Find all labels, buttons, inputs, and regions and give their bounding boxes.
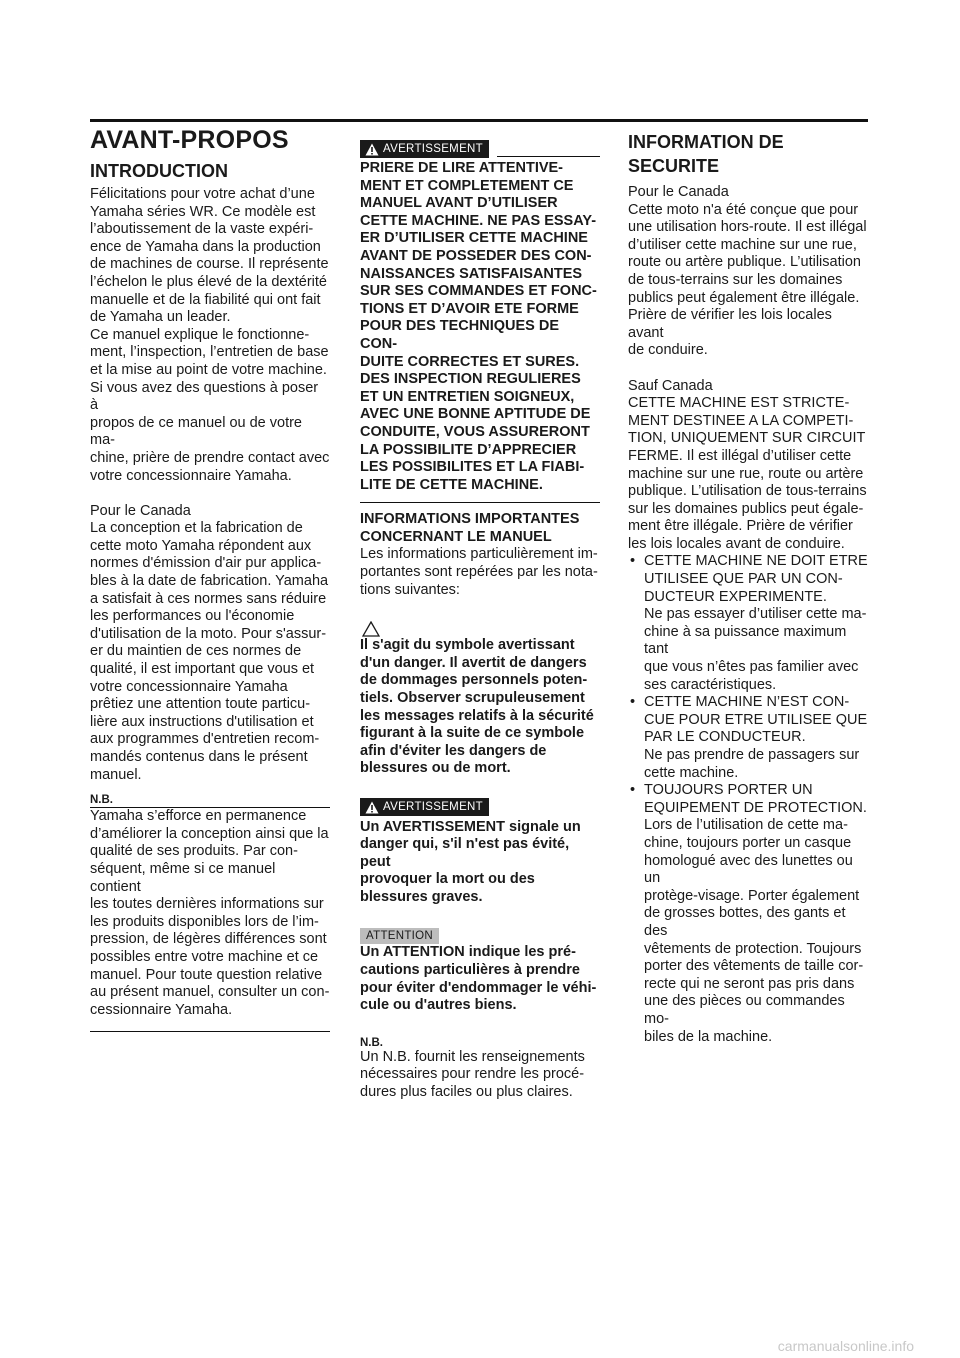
watermark-footer: carmanualsonline.info: [777, 1338, 914, 1354]
warning-header-rule: [497, 156, 600, 157]
list-item: • CETTE MACHINE N’EST CON- CUE POUR ETRE UTILISEE QUE PAR LE CONDUCTEUR. Ne pas prendre de passagers sur cette machine.: [628, 694, 870, 782]
info-text: Les informations particulièrement im- portantes sont repérées par les nota- tions suivantes:: [360, 546, 598, 598]
warning-triangle-icon: [365, 143, 379, 156]
column-warnings: [360, 140, 600, 1102]
warning-text: PRIERE DE LIRE ATTENTIVE- MENT ET COMPLETEMENT CE MANUEL AVANT D’UTILISER CETTE MACHINE. NE PAS ESSAY- ER D’UTILISER CETTE MACHINE AVANT DE POSSEDER DES CON- NAISSANCES SATISFAISANTES SUR SES COMMANDES ET FONC- TIONS ET D’AVOIR ETE FORME POUR DES TECHNIQUES DE CON- DUITE CORRECTES ET SURES. DES INSPECTION REGULIERES ET UN ENTRETIEN SOIGNEUX, AVEC UNE BONNE APTITUDE DE CONDUITE, VOUS ASSURERONT LA POSSIBILITE D’APPRECIER LES POSSIBILITES ET LA FIABI- LITE DE CETTE MACHINE.: [360, 160, 597, 493]
warning-badge: [360, 140, 489, 158]
introduction-heading: INTRODUCTION: [90, 161, 228, 181]
list-item: • TOUJOURS PORTER UN EQUIPEMENT DE PROTECTION. Lors de l’utilisation de cette ma- chine, toujours porter un casque homologué avec des lunettes ou un protège-visage. Porter également de grosses bottes, des gants et des vêtements de protection. Toujours porter des vêtements de taille cor- recte qui ne seront pas pris dans une des pièces ou commandes mo- biles de la machine.: [628, 782, 870, 1046]
list-item: • CETTE MACHINE NE DOIT ETRE UTILISEE QUE PAR UN CON- DUCTEUR EXPERIMENTE. Ne pas essayer d’utiliser cette ma- chine à sa puissance maximum tant que vous n’êtes pas familier avec ses caractéristiques.: [628, 553, 870, 694]
column-safety: [628, 130, 870, 1046]
warning-symbol-icon: [362, 621, 380, 637]
nb2-label: N.B.: [360, 1036, 383, 1049]
warning-header: [360, 140, 600, 158]
nb-end-rule: [90, 1031, 330, 1032]
safety-bullet-list: [628, 553, 870, 1046]
page-title: AVANT-PROPOS: [90, 126, 289, 154]
nb2-text: Un N.B. fournit les renseignements nécessaires pour rendre les procé- dures plus faciles ou plus claires.: [360, 1048, 585, 1101]
attention-badge: ATTENTION: [360, 928, 439, 944]
top-rule: [90, 119, 868, 122]
introduction-paragraph: Félicitations pour votre achat d’une Yamaha séries WR. Ce modèle est l’aboutissement de la vaste expéri- ence de Yamaha dans la production de machines de course. Il représente l’échelon le plus élevé de la dextérité manuelle et de la fiabilité qui ont fait de Yamaha un leader. Ce manuel explique le fonctionne- ment, l’inspection, l’entretien de base et la mise au point de votre machine. Si vous avez des questions à poser à propos de ce manuel ou de votre ma- chine, prière de prendre contact avec votre concessionnaire Yamaha.: [90, 186, 330, 484]
warning2-text: Un AVERTISSEMENT signale un danger qui, s'il n'est pas évité, peut provoquer la mort ou des blessures graves.: [360, 818, 581, 905]
warning-label: AVERTISSEMENT: [383, 143, 483, 155]
nb-header: [90, 794, 330, 806]
safety-sauf-canada-text: Sauf Canada CETTE MACHINE EST STRICTE- MENT DESTINEE A LA COMPETI- TION, UNIQUEMENT SUR CIRCUIT FERME. Il est illégal d’utiliser cette machine sur une rue, route ou artère publique. L’utilisation de tous-terrains sur les domaines publics peut égale- ment être illégale. Prière de vérifier les lois locales avant de conduire.: [628, 377, 867, 552]
nb-label: N.B.: [90, 794, 113, 807]
info-heading: INFORMATIONS IMPORTANTES CONCERNANT LE MANUEL: [360, 511, 580, 545]
safety-heading: INFORMATION DE SECURITE: [628, 132, 784, 176]
warning-triangle-icon: [365, 801, 379, 814]
canada-paragraph: Pour le Canada La conception et la fabrication de cette moto Yamaha répondent aux normes d'émission d'air pur applica- bles à la date de fabrication. Yamaha a satisfait à ces normes sans réduire les performances ou l'économie d'utilisation de la moto. Pour s'assur- er du maintien de ces normes de qualité, il est important que vous et votre concessionnaire Yamaha prêtiez une attention toute particu- lière aux instructions d'utilisation et aux programmes d'entretien recom- mandés contenus dans le présent manuel.: [90, 502, 329, 783]
warning2-label: AVERTISSEMENT: [383, 801, 483, 813]
nb-text: Yamaha s’efforce en permanence d’améliorer la conception ainsi que la qualité de ses produits. Par con- séquent, même si ce manuel contient les toutes dernières informations sur les produits disponibles lors de l’im- pression, de légères différences sont possibles entre votre machine et ce manuel. Pour toute question relative au présent manuel, consulter un con- cessionnaire Yamaha.: [90, 808, 330, 1018]
safety-canada-text: Pour le Canada Cette moto n'a été conçue que pour une utilisation hors-route. Il est illégal d’utiliser cette machine sur une rue, route ou artère publique. L’utilisation de tous-terrains sur les domaines publics peut également être illégale. Prière de vérifier les lois locales avant de conduire.: [628, 184, 867, 359]
warning2-badge: [360, 798, 489, 816]
column-introduction: [90, 126, 330, 1032]
symbol-text: Il s'agit du symbole avertissant d'un danger. Il avertit de dangers de dommages personnels poten- tiels. Observer scrupuleusement les messages relatifs à la sécurité figurant à la suite de ce symbole afin d'éviter les dangers de blessures ou de mort.: [360, 637, 594, 777]
attention-text: Un ATTENTION indique les pré- cautions particulières à prendre pour éviter d'endommager le véhi- cule ou d'autres biens.: [360, 944, 597, 1014]
